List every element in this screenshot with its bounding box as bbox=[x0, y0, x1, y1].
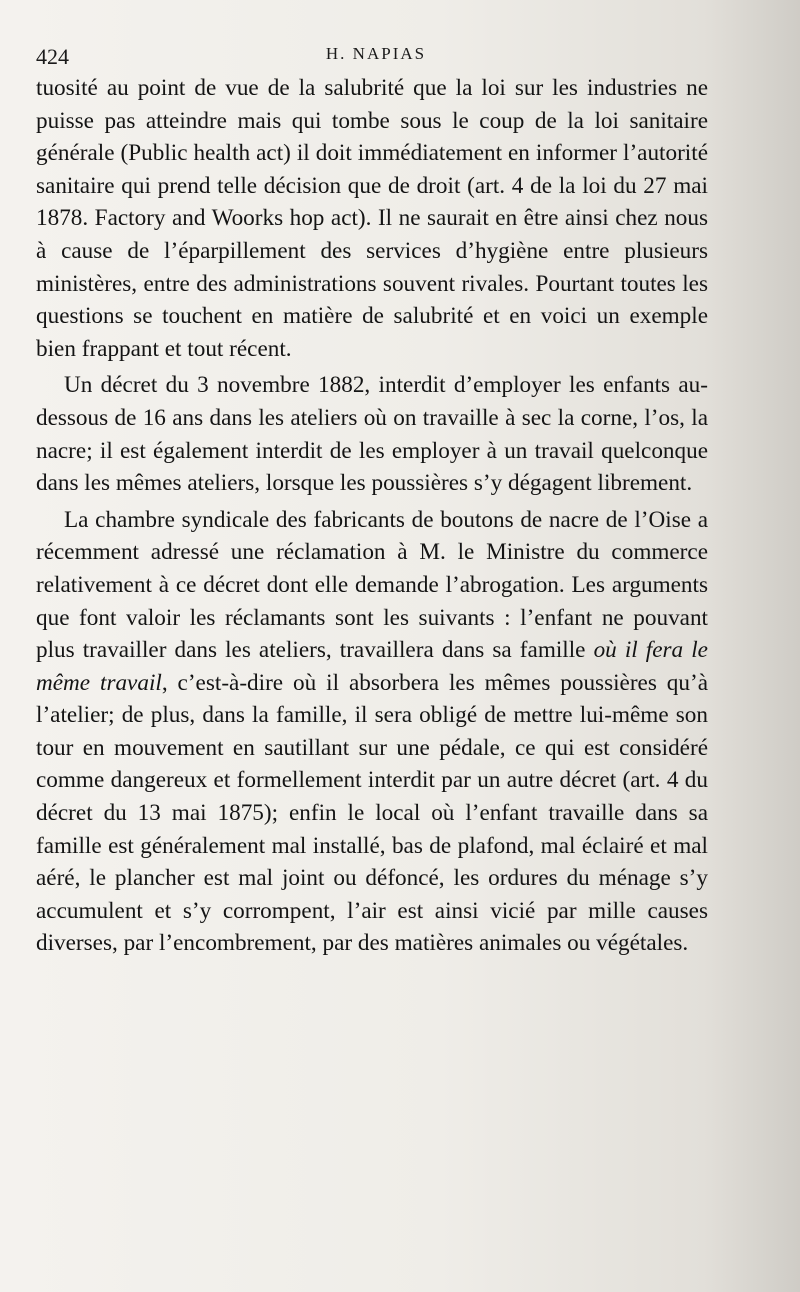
paragraph-1 bbox=[36, 72, 708, 365]
paragraph-3 bbox=[36, 504, 708, 960]
page-number: 424 bbox=[36, 44, 69, 69]
paragraph-3-text-a: La chambre syndicale des fabricants de boutons de nacre de l’Oise a récemment adressé une réclamation à M. le Ministre du commerce relativement à ce décret dont elle demande l’abrogation. Les arguments que font valoir les réclamants sont les suivants : l’enfant ne pouvant plus travailler dans les ateliers, travaillera dans sa famille bbox=[36, 506, 708, 664]
paragraph-2 bbox=[36, 369, 708, 499]
paragraph-1-text: tuosité au point de vue de la salubrité que la loi sur les industries ne puisse pas atteindre mais qui tombe sous le coup de la loi sanitaire générale (Public health act) il doit immédiatement en informer l’autorité sanitaire qui prend telle décision que de droit (art. 4 de la loi du 27 mai 1878. Factory and Woorks hop act). Il ne saurait en être ainsi chez nous à cause de l’éparpillement des services d’hygiène entre plusieurs ministères, entre des administrations souvent rivales. Pourtant toutes les questions se touchent en matière de salubrité et en voici un exemple bien frappant et tout récent. bbox=[36, 75, 708, 362]
running-head: H. NAPIAS bbox=[325, 44, 427, 63]
paragraph-3-text-b: , c’est-à-dire où il absorbera les mêmes poussières qu’à l’atelier; de plus, dans la famille, il sera obligé de mettre lui-même son tour en mouvement en sautillant sur une pédale, ce qui est considéré comme dangereux et formellement interdit par un autre décret (art. 4 du décret du 13 mai 1875); enfin le local où l’enfant travaille dans sa famille est généralement mal installé, bas de plafond, mal éclairé et mal aéré, le plancher est mal joint ou défoncé, les ordures du ménage s’y accumulent et s’y corrompent, l’air est ainsi vicié par mille causes diverses, par l’encombrement, par des matières animales ou végétales. bbox=[36, 669, 708, 957]
paragraph-3-italic-phrase: où il fera le même travail bbox=[36, 637, 708, 696]
body-text bbox=[36, 72, 708, 960]
paragraph-2-text: Un décret du 3 novembre 1882, interdit d’employer les enfants au-dessous de 16 ans dans les ateliers où on travaille à sec la corne, l’os, la nacre; il est également interdit de les employer à un travail quelconque dans les mêmes ateliers, lorsque les poussières s’y dégagent librement. bbox=[36, 372, 708, 497]
page-header bbox=[36, 40, 716, 70]
